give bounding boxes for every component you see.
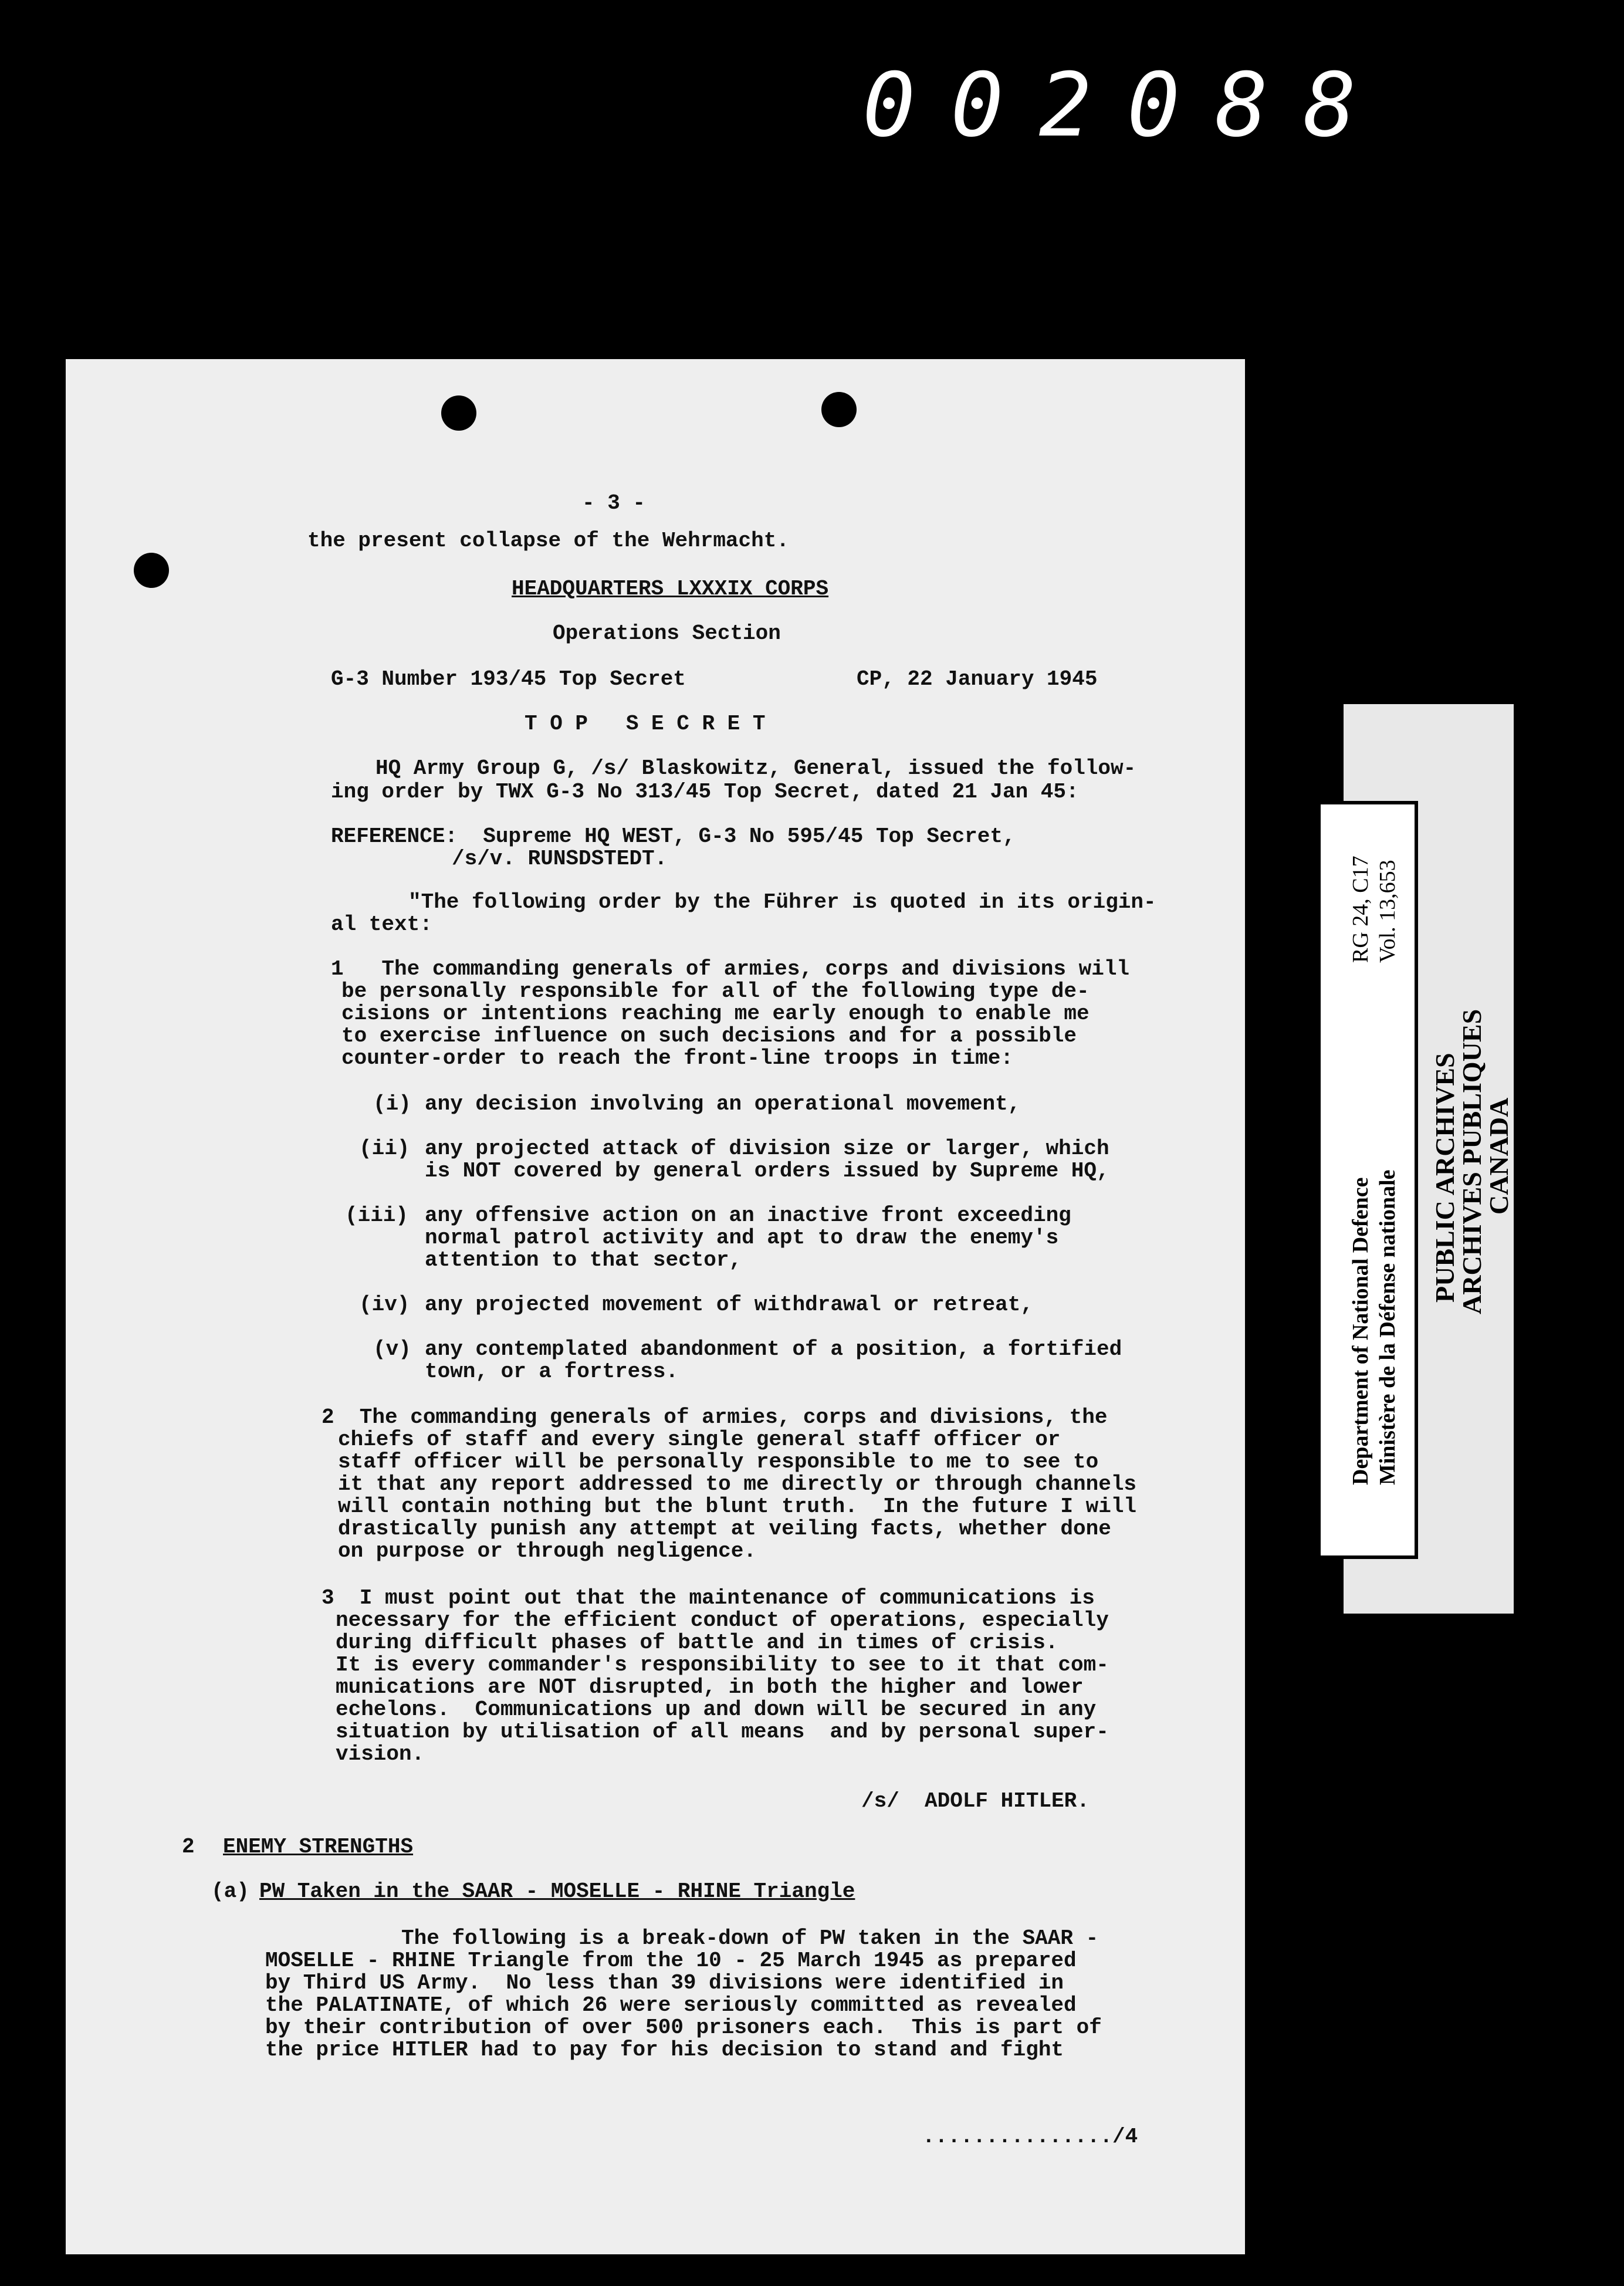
- text-line: attention to that sector,: [425, 1248, 742, 1272]
- text-line: chiefs of staff and every single general staff officer or: [338, 1428, 1061, 1452]
- punch-hole: [821, 392, 857, 427]
- text-line: by Third US Army. No less than 39 divisions were identified in: [265, 1971, 1064, 1995]
- stamp-dept-en: Department of National Defence: [1348, 1177, 1373, 1485]
- stamp-volume: Vol. 13,653: [1375, 860, 1400, 963]
- text-line: The following is a break-down of PW taken in the SAAR -: [401, 1926, 1099, 1950]
- text-line: by their contribution of over 500 prisoners each. This is part of: [265, 2016, 1102, 2040]
- text-line: is NOT covered by general orders issued by Supreme HQ,: [425, 1159, 1109, 1183]
- text-line: echelons. Communications up and down will be secured in any: [336, 1697, 1097, 1722]
- text-line: necessary for the efficient conduct of operations, especially: [336, 1608, 1109, 1632]
- text-line: "The following order by the Führer is quoted in its origin-: [408, 890, 1156, 914]
- text-line: any projected attack of division size or larger, which: [425, 1137, 1109, 1161]
- text-line: any contemplated abandonment of a position, a fortified: [425, 1337, 1122, 1361]
- text-line: 2 The commanding generals of armies, corps and divisions, the: [322, 1405, 1108, 1429]
- classification: T O P S E C R E T: [525, 712, 766, 736]
- text-line: 1 The commanding generals of armies, corps and divisions will: [331, 957, 1130, 981]
- command-post-date: CP, 22 January 1945: [857, 667, 1098, 691]
- text-line: the present collapse of the Wehrmacht.: [307, 529, 789, 553]
- archive-title-line2: ARCHIVES PUBLIQUES: [1457, 1009, 1487, 1314]
- list-marker: (v): [373, 1337, 411, 1361]
- text-line: situation by utilisation of all means and by personal super-: [336, 1720, 1109, 1744]
- text-line: ing order by TWX G-3 No 313/45 Top Secret, dated 21 Jan 45:: [331, 780, 1079, 804]
- document-page: [66, 359, 1245, 2254]
- list-marker: (ii): [359, 1137, 410, 1161]
- punch-hole: [134, 553, 169, 588]
- section-heading: ENEMY STRENGTHS: [223, 1835, 414, 1859]
- text-line: al text:: [331, 912, 432, 936]
- reference-number: G-3 Number 193/45 Top Secret: [331, 667, 686, 691]
- text-line: will contain nothing but the blunt truth. In the future I will: [338, 1494, 1137, 1519]
- microfilm-frame-number: 002088: [862, 55, 1392, 157]
- text-line: to exercise influence on such decisions and for a possible: [341, 1024, 1077, 1048]
- text-line: any projected movement of withdrawal or retreat,: [425, 1293, 1033, 1317]
- text-line: REFERENCE: Supreme HQ WEST, G-3 No 595/45 Top Secret,: [331, 824, 1016, 848]
- text-line: normal patrol activity and apt to draw the enemy's: [425, 1226, 1059, 1250]
- text-line: drastically punish any attempt at veiling facts, whether done: [338, 1517, 1111, 1541]
- text-line: town, or a fortress.: [425, 1360, 679, 1384]
- subsection-heading: PW Taken in the SAAR - MOSELLE - RHINE Triangle: [259, 1879, 855, 1903]
- text-line: /s/v. RUNSDSTEDT.: [452, 847, 668, 871]
- text-line: munications are NOT disrupted, in both the higher and lower: [336, 1675, 1084, 1699]
- continuation-marker: .............../4: [922, 2125, 1138, 2149]
- subsection-marker: (a): [211, 1879, 249, 1903]
- stamp-dept-fr: Ministère de la Défense nationale: [1375, 1169, 1400, 1485]
- text-line: MOSELLE - RHINE Triangle from the 10 - 25 March 1945 as prepared: [265, 1949, 1077, 1973]
- text-line: on purpose or through negligence.: [338, 1539, 756, 1563]
- punch-hole: [441, 395, 476, 431]
- list-marker: (iv): [359, 1293, 410, 1317]
- stamp-record-group: RG 24, C17: [1348, 855, 1373, 963]
- text-line: during difficult phases of battle and in times of crisis.: [336, 1631, 1058, 1655]
- heading-ops: Operations Section: [553, 621, 781, 645]
- text-line: staff officer will be personally responsible to me to see to: [338, 1450, 1099, 1474]
- text-line: the price HITLER had to pay for his decision to stand and fight: [265, 2038, 1064, 2062]
- text-line: cisions or intentions reaching me early enough to enable me: [341, 1002, 1090, 1026]
- text-line: it that any report addressed to me directly or through channels: [338, 1472, 1137, 1496]
- text-line: the PALATINATE, of which 26 were seriously committed as revealed: [265, 1993, 1077, 2017]
- text-line: any offensive action on an inactive front exceeding: [425, 1203, 1071, 1227]
- archive-title-line1: PUBLIC ARCHIVES: [1430, 1053, 1460, 1303]
- archive-stamp: [1317, 801, 1418, 1559]
- text-line: vision.: [336, 1742, 425, 1766]
- text-line: HQ Army Group G, /s/ Blaskowitz, General, issued the follow-: [375, 756, 1136, 780]
- signature-line: /s/ ADOLF HITLER.: [861, 1789, 1090, 1813]
- text-line: 3 I must point out that the maintenance of communications is: [322, 1586, 1095, 1610]
- archive-title-line3: CANADA: [1484, 1097, 1514, 1215]
- text-line: any decision involving an operational movement,: [425, 1092, 1021, 1116]
- list-marker: (i): [373, 1092, 411, 1116]
- text-line: be personally responsible for all of the following type de-: [341, 979, 1090, 1003]
- section-number: 2: [182, 1835, 195, 1859]
- text-line: It is every commander's responsibility to see to it that com-: [336, 1653, 1109, 1677]
- list-marker: (iii): [345, 1203, 409, 1227]
- page-number: - 3 -: [582, 491, 646, 515]
- heading-hq: HEADQUARTERS LXXXIX CORPS: [512, 577, 829, 601]
- text-line: counter-order to reach the front-line troops in time:: [341, 1046, 1013, 1070]
